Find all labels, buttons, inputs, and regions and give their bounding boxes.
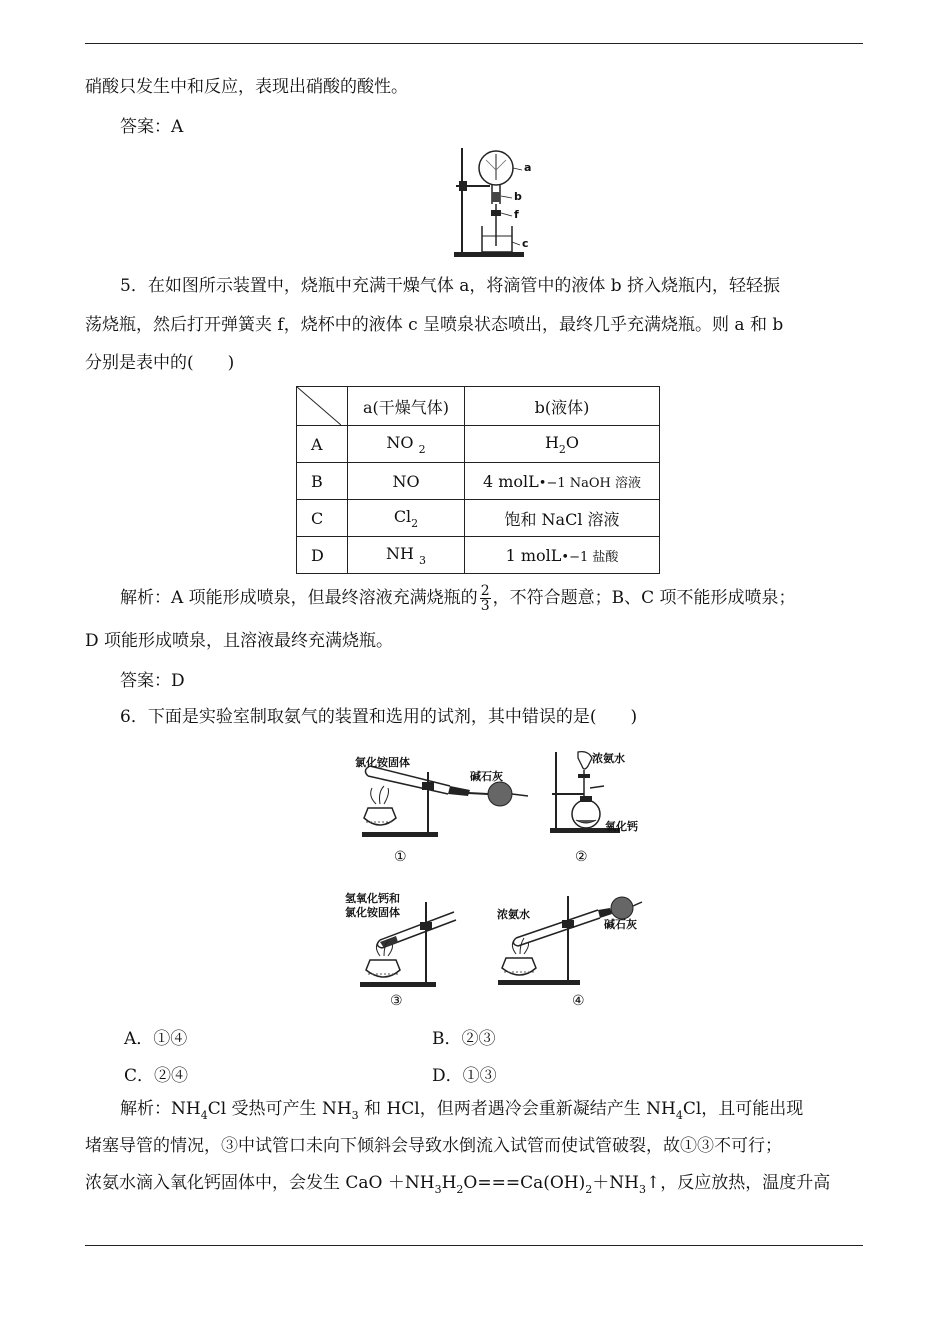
top-rule	[85, 43, 863, 44]
row-label: D	[297, 537, 348, 574]
fig5-label-f: f	[514, 208, 519, 221]
fig3-label-line1: 氢氧化钙和	[345, 892, 400, 905]
fig2-label-ammonia-water: 浓氨水	[592, 752, 625, 765]
answer-4: 答案：A	[120, 117, 184, 137]
liquid-cell: 1 molL•−1 盐酸	[465, 537, 660, 574]
bottom-rule	[85, 1245, 863, 1246]
choice-a[interactable]: A．①④	[124, 1029, 188, 1049]
table-header-row	[297, 387, 660, 426]
q5-options-table	[296, 386, 660, 574]
fig1-label-soda-lime: 碱石灰	[470, 770, 503, 783]
fig4-label-ammonia-water: 浓氨水	[497, 908, 530, 921]
table-row	[297, 426, 660, 463]
table-row	[297, 463, 660, 500]
fig1-number: ①	[394, 849, 407, 865]
fraction: $\frac{2}{3}$	[480, 583, 490, 614]
fig5-label-c: c	[522, 237, 529, 250]
choice-d[interactable]: D．①③	[432, 1066, 497, 1086]
liquid-cell: $H_2O$	[465, 426, 660, 463]
fig3-label-line2: 氯化铵固体	[345, 906, 400, 919]
choice-b[interactable]: B．②③	[432, 1029, 496, 1049]
liquid-cell: 饱和 NaCl 溶液	[465, 500, 660, 537]
gas-cell: NH $_3$	[348, 537, 465, 574]
gas-cell: $Cl_2$	[348, 500, 465, 537]
header-gas: a(干燥气体)	[348, 387, 465, 426]
fig5-label-b: b	[514, 190, 522, 203]
row-label: A	[297, 426, 348, 463]
diagonal-slash	[297, 387, 341, 425]
q6-analysis-line3: 浓氨水滴入氧化钙固体中，会发生 CaO $+NH_3H_2O===Ca(OH)_2+NH_3↑$，反应放热，温度升高	[85, 1173, 831, 1196]
table-row	[297, 500, 660, 537]
q5-line2: 荡烧瓶，然后打开弹簧夹 f，烧杯中的液体 c 呈喷泉状态喷出，最终几乎充满烧瓶。则 a 和 b	[85, 315, 784, 335]
row-label: C	[297, 500, 348, 537]
header-liquid: b(液体)	[465, 387, 660, 426]
q5-analysis-line1: 解析：A 项能形成喷泉，但最终溶液充满烧瓶的 $\frac{2}{3}$ ，不符合题意；B、C 项不能形成喷泉；	[120, 583, 796, 614]
q6-analysis-line2: 堵塞导管的情况，③中试管口未向下倾斜会导致水倒流入试管而使试管破裂，故①③不可行；	[85, 1136, 782, 1156]
q6-analysis-line1: 解析：$NH_4Cl$ 受热可产生 $NH_3$ 和 HCl，但两者遇冷会重新凝结产生 $NH_4Cl$，且可能出现	[120, 1099, 804, 1122]
fig1-label-ammonium-chloride: 氯化铵固体	[355, 756, 410, 769]
fig4-label-soda-lime: 碱石灰	[604, 918, 637, 931]
fig2-number: ②	[575, 849, 588, 865]
choice-c[interactable]: C．②④	[124, 1066, 189, 1086]
fig2-label-calcium-oxide: 氧化钙	[605, 820, 638, 833]
apparatus-4-figure	[494, 888, 644, 988]
q5-answer: 答案：D	[120, 671, 185, 691]
table-row	[297, 537, 660, 574]
intro-line: 硝酸只发生中和反应，表现出硝酸的酸性。	[85, 77, 408, 97]
q5-analysis-line2: D 项能形成喷泉，且溶液最终充满烧瓶。	[85, 631, 394, 651]
gas-cell: NO	[348, 463, 465, 500]
fig5-label-a: a	[524, 161, 532, 174]
gas-cell: NO $_2$	[348, 426, 465, 463]
fig4-number: ④	[572, 993, 585, 1009]
fig3-number: ③	[390, 993, 403, 1009]
q5-line1: 5．在如图所示装置中，烧瓶中充满干燥气体 a，将滴管中的液体 b 挤入烧瓶内，轻轻振	[120, 276, 781, 296]
row-label: B	[297, 463, 348, 500]
q5-line3: 分别是表中的( )	[85, 353, 235, 373]
liquid-cell: 4 molL•−1 NaOH 溶液	[465, 463, 660, 500]
table-corner-cell	[297, 387, 348, 426]
q6-stem: 6．下面是实验室制取氨气的装置和选用的试剂，其中错误的是( )	[120, 707, 638, 727]
